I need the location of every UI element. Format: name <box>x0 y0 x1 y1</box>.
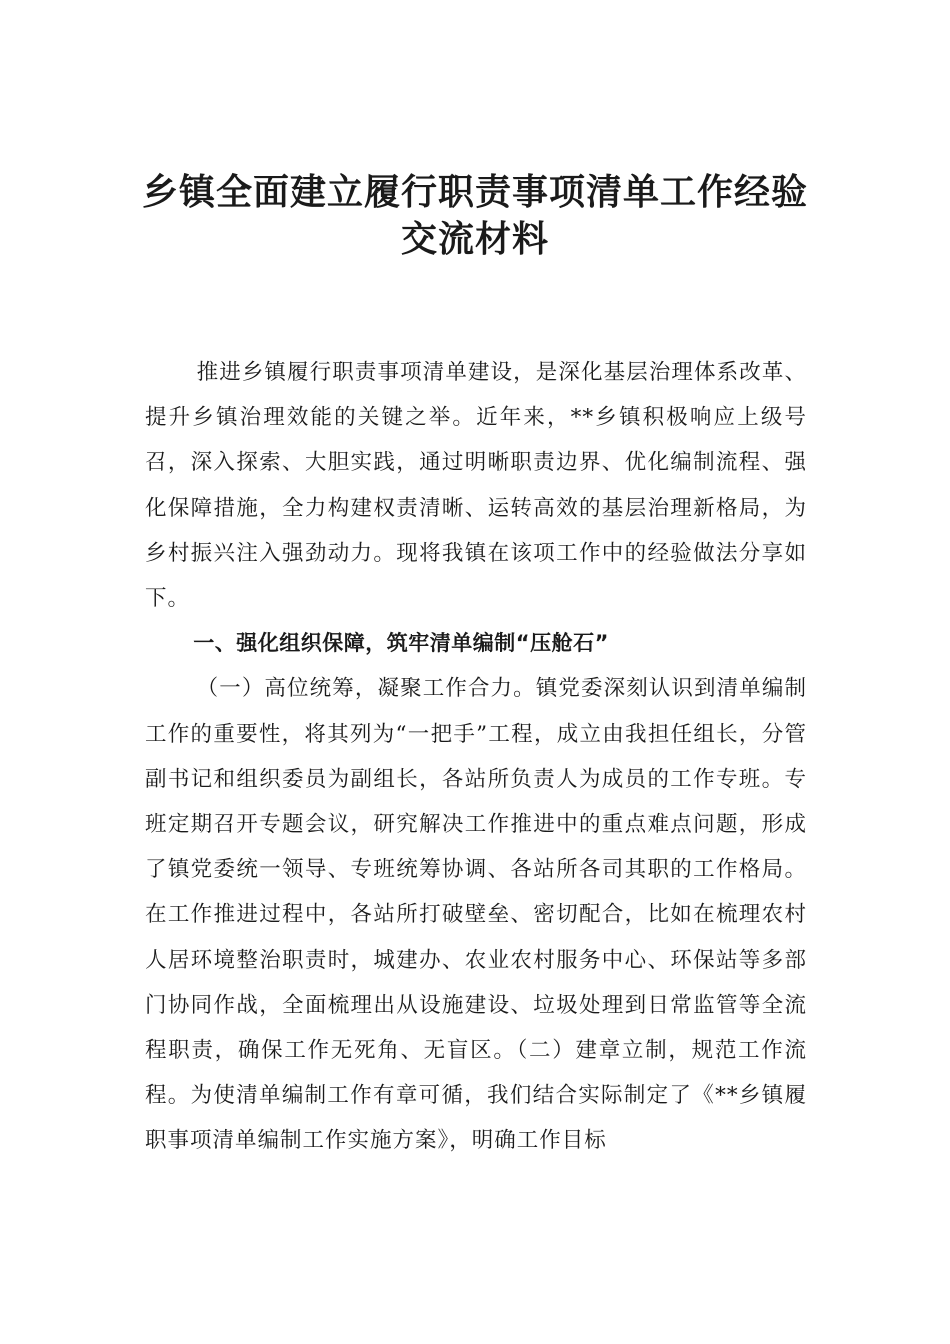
document-title-line-1: 乡镇全面建立履行职责事项清单工作经验 <box>141 172 808 213</box>
section-1-heading: 一、强化组织保障，筑牢清单编制“压舱石” <box>193 631 609 656</box>
document-body <box>145 350 807 1164</box>
document-title-line-2: 交流材料 <box>400 219 549 260</box>
intro-paragraph: 推进乡镇履行职责事项清单建设，是深化基层治理体系改革、提升乡镇治理效能的关键之举。近年来，**乡镇积极响应上级号召，深入探索、大胆实践，通过明晰职责边界、优化编制流程、强化保障措施，全力构建权责清晰、运转高效的基层治理新格局，为乡村振兴注入强劲动力。现将我镇在该项工作中的经验做法分享如下。 <box>145 360 807 612</box>
section-1-paragraph: （一）高位统筹，凝聚工作合力。镇党委深刻认识到清单编制工作的重要性，将其列为“一把手”工程，成立由我担任组长，分管副书记和组织委员为副组长，各站所负责人为成员的工作专班。专班定期召开专题会议，研究解决工作推进中的重点难点问题，形成了镇党委统一领导、专班统筹协调、各站所各司其职的工作格局。在工作推进过程中，各站所打破壁垒、密切配合，比如在梳理农村人居环境整治职责时，城建办、农业农村服务中心、环保站等多部门协同作战，全面梳理出从设施建设、垃圾处理到日常监管等全流程职责，确保工作无死角、无盲区。（二）建章立制，规范工作流程。为使清单编制工作有章可循，我们结合实际制定了《**乡镇履职事项清单编制工作实施方案》，明确工作目标 <box>145 676 807 1154</box>
